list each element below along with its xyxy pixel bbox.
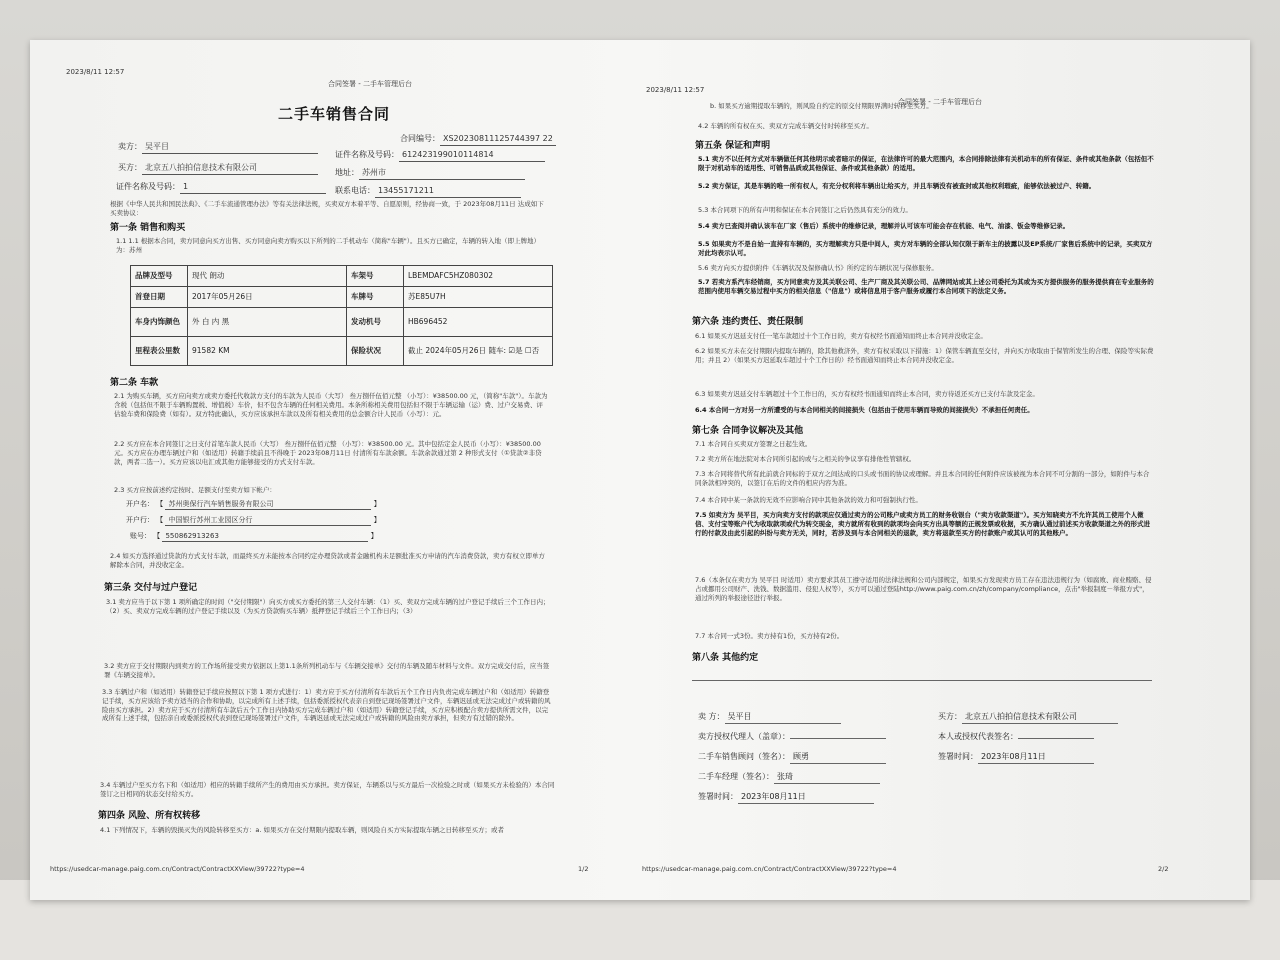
clause-2-3: 2.3 买方应按前述约定按时、足额支付至卖方如下帐户： (114, 486, 276, 494)
contract-sheet (30, 40, 1250, 900)
section-6-title: 第六条 违约责任、责任限制 (692, 317, 804, 327)
header-title: 合同签署 - 二手车管理后台 (898, 98, 982, 106)
header-title: 合同签署 - 二手车管理后台 (328, 80, 412, 88)
account-no: 550862913263 (162, 532, 368, 542)
clause-4-1: 4.1 下列情况下，车辆的毁损灭失的风险转移至买方：a. 如果买方在交付期限内提取车辆，则风险自买方实际提取车辆之日转移至买方；或者 (100, 826, 505, 834)
vehicle-key: 里程表公里数 (131, 337, 188, 366)
buyer-label: 买方： (118, 163, 142, 172)
clause-6-2: 6.2 如果买方未在交付期限内提取车辆的，除其他救济外，卖方有权采取以下措施：1）保管车辆直至交付，并向买方收取由于保管所发生的合理、保险等实际费用；并且 2）（如果买方迟延取车超过十个工作日的）经书面通知而终止本合同并没收定金。 (695, 347, 1154, 364)
clause-2-4: 2.4 如买方选择通过贷款的方式支付车款，而最终买方未能按本合同约定办理贷款或者金融机构未足额批准买方申请的汽车消费贷款，卖方有权立即单方解除本合同，并没收定金。 (110, 552, 545, 569)
clause-7-3: 7.3 本合同将替代所有此前就合同标的于双方之间达成的口头或书面的协议或理解。并且本合同的任何附件应该被视为本合同不可分割的一部分，如附件与本合同条款相冲突的，以签订在后的文件的相应内容为准。 (695, 470, 1150, 487)
clause-7-6: 7.6（本条仅在卖方为 吴平目 时适用）卖方要求其员工遵守适用的法律法规和公司内部规定，如果买方发现卖方员工存在违法违规行为（如腐败、商业贿赂、侵占或挪用公司财产、洗钱、数据滥用、侵犯人权等），买方可以通过登陆http://www.paig.com.cn/zh/company/compliance，点击"举报制度－举报方式"，通过所列的举报途径进行举报。 (695, 576, 1152, 602)
cert-label: 证件名称及号码： (116, 182, 180, 191)
clause-7-5: 7.5 如卖方为 吴平目，买方向卖方支付的款项应仅通过卖方的公司账户或卖方员工的财务收银台（"卖方收款渠道"）。买方知晓卖方不允许其员工使用个人微信、支付宝等账户代为收取款项或代为转交现金，卖方就所有收到的款项均会向买方出具等额的正规发票或收据，买方确认通过前述买方收款渠道之外的形式进行的付款及由此引起的纠纷与卖方无关，同时，若涉及到与本合同相关的退款，卖方将退款至买方的付款账户或其认可的其他账户。 (695, 511, 1150, 537)
address: 苏州市 (359, 168, 525, 180)
clause-7-1: 7.1 本合同自买卖双方签署之日起生效。 (695, 440, 812, 448)
seller-sign: 吴平目 (725, 712, 841, 724)
vehicle-key: 发动机号 (347, 308, 404, 337)
vehicle-key: 车身内饰颜色 (131, 308, 188, 337)
vehicle-key: 品牌及型号 (131, 266, 188, 287)
section-1-title: 第一条 销售和购买 (110, 223, 186, 233)
buyer-rep (1018, 738, 1094, 739)
vehicle-key: 车架号 (347, 266, 404, 287)
clause-3-4: 3.4 车辆过户至买方名下和（如适用）相应的转籍手续所产生的费用由买方承担。卖方保证，车辆系以与买方最后一次检验之时或（如果买方未检验的）本合同签订之日相同的状态交付给买方。 (100, 781, 555, 798)
clause-7-4: 7.4 本合同中某一条款的无效不应影响合同中其他条款的效力和可强制执行性。 (695, 496, 922, 504)
section-2-title: 第二条 车款 (110, 378, 159, 388)
seller-date-label: 签署时间： (698, 792, 738, 801)
account-bank: 中国银行苏州工业园区分行 (165, 516, 371, 526)
section-5-title: 第五条 保证和声明 (695, 141, 771, 151)
buyer-name: 北京五八拍拍信息技术有限公司 (142, 163, 318, 175)
page-url[interactable]: https://usedcar-manage.paig.com.cn/Contract/ContractXXView/39722?type=4 (50, 865, 305, 873)
clause-2-2: 2.2 买方应在本合同签订之日支付首笔车款人民币（大写） 叁万捌仟伍佰元整 （小写）：¥38500.00 元。其中包括定金人民币（小写）：¥38500.00 元。买方应在办理车辆过户和（如适用）转籍手续前且不得晚于 2023年08月11日 付清所有车款余额。车款余款通过第 2 种形式支付（①贷款②非贷款，两者二选一）。买方应该以电汇或其他方能够接受的方式支付车款。 (114, 440, 542, 466)
phone-label: 联系电话： (335, 186, 375, 195)
buyer-sign: 北京五八拍拍信息技术有限公司 (962, 712, 1118, 724)
account-name: 苏州奥保行汽车销售服务有限公司 (165, 500, 371, 510)
print-time: 2023/8/11 12:57 (646, 86, 705, 94)
page-number: 1/2 (578, 865, 589, 873)
account-no-label: 账号： (130, 532, 151, 540)
vehicle-value: 91582 KM (188, 337, 347, 366)
contract-page-2 (640, 40, 1250, 900)
clause-5-3: 5.3 本合同项下的所有声明和保证在本合同签订之后仍然具有充分的效力。 (698, 206, 912, 214)
buyer-date-label: 签署时间： (938, 752, 978, 761)
clause-3-3: 3.3 车辆过户和（如适用）转籍登记手续应按照以下第 1 项方式进行：1）卖方应于买方付清所有车款后五个工作日内负责完成车辆过户和（如适用）转籍登记手续，买方应该给予卖方适当的合作和协助，以完成所有上述手续，包括委派授权代表亲自到登记现场签署过户文件，车辆迟延或无法完成过户或转籍的风险由买方承担。2）卖方应于买方付清所有车款后五个工作日内协助买方完成车辆过户和（如适用）转籍登记手续，买方应积极配合卖方提供所需文件，以完成所有上述手续，包括亲自或委派授权代表到登记现场签署过户文件，车辆迟延或无法完成过户或转籍的风险由卖方承担，但卖方有过错的除外。 (102, 688, 551, 723)
clause-3-1: 3.1 卖方应当于以下第 1 项所确定的时间（"交付期限"）向买方或买方委托的第三人交付车辆：（1）买、卖双方完成车辆的过户登记手续后三个工作日内；（2）买、卖双方完成车辆的过户登记手续以及（为买方贷款购买车辆）抵押登记手续后三个工作日内；（3） (106, 598, 550, 615)
seller-date: 2023年08月11日 (738, 792, 874, 804)
clause-4-2: 4.2 车辆的所有权在买、卖双方完成车辆交付时转移至买方。 (698, 122, 873, 130)
phone: 13455171211 (375, 186, 521, 198)
vehicle-value: 现代 朗动 (188, 266, 347, 287)
clause-6-4: 6.4 本合同一方对另一方所遭受的与本合同相关的间接损失（包括由于使用车辆而导致的间接损失）不承担任何责任。 (695, 406, 1034, 414)
vehicle-value: HB696452 (404, 308, 553, 337)
manager-sign: 张琦 (774, 772, 880, 784)
clause-7-7: 7.7 本合同一式3份。卖方持有1份，买方持有2份。 (695, 632, 844, 640)
clause-5-4: 5.4 卖方已查阅并确认该车在厂家（售后）系统中的维修记录，理解并认可该车可能会存在机能、电气、油漆、钣金等维修记录。 (698, 222, 1070, 230)
seller-label: 卖方： (118, 142, 142, 151)
other-terms-line (692, 680, 1152, 681)
seller-id: 612423199010114814 (399, 150, 545, 162)
seller-name: 吴平目 (142, 142, 318, 154)
section-8-title: 第八条 其他约定 (692, 653, 759, 663)
account-name-label: 开户名： (126, 500, 154, 508)
clause-2-1: 2.1 为购买车辆，买方应向卖方或卖方委托代收款方支付的车款为人民币（大写） 叁万捌仟伍佰元整 （小写）：¥38500.00 元，（简称"车款"）。车款为含税（包括但不限于车辆购置税、增值税）车价，但不包含车辆的任何相关费用。本条所称相关费用包括但不限于车辆运输（运）费、过户交易费、评估验车费和保险费（如有）。双方特此确认，买方应该承担车款以及所有相关费用的总金额合计人民币（小写）：元。 (114, 392, 548, 418)
clause-3-2: 3.2 卖方应于交付期限内到卖方的工作场所接受卖方依据以上第1.1条所列机动车与《车辆交接单》交付的车辆及随车材料与文件。双方完成交付后，应当签署《车辆交接单》。 (104, 662, 550, 679)
clause-7-2: 7.2 卖方所在地法院对本合同所引起的或与之相关的争议享有排他性管辖权。 (695, 455, 916, 463)
vehicle-key: 车牌号 (347, 287, 404, 308)
clause-6-1: 6.1 如果买方迟延支付任一笔车款超过十个工作日的，卖方有权经书面通知而终止本合同并没收定金。 (695, 332, 987, 340)
vehicle-value: 苏E85U7H (404, 287, 553, 308)
address-label: 地址： (335, 168, 359, 177)
clause-4-1-b: b. 如果买方逾期提取车辆的，则风险自约定的原交付期限界满时转移至买方。 (710, 102, 933, 110)
vehicle-value: LBEMDAFC5HZ080302 (404, 266, 553, 287)
section-3-title: 第三条 交付与过户登记 (104, 583, 198, 593)
vehicle-table (130, 265, 553, 366)
advisor-sign-label: 二手车销售顾问（签名）： (698, 752, 790, 761)
print-time: 2023/8/11 12:57 (66, 68, 125, 76)
intro-text: 根据《中华人民共和国民法典》、《二手车流通管理办法》等有关法律法规，买卖双方本着平等、自愿原则，经协商一致，于 2023年08月11日 达成如下买卖协议： (110, 200, 544, 217)
section-7-title: 第七条 合同争议解决及其他 (692, 426, 804, 436)
vehicle-key: 保险状况 (347, 337, 404, 366)
contract-title: 二手车销售合同 (278, 105, 391, 123)
seller-sign-label: 卖 方： (698, 712, 725, 721)
vehicle-value: 截止 2024年05月26日 随车: ☑是 ☐否 (404, 337, 553, 366)
account-bank-label: 开户行： (126, 516, 154, 524)
contract-no: XS20230811125744397 22 (440, 134, 556, 146)
contract-page-1: 2023/8/11 12:57 合同签署 - 二手车管理后台 二手车销售合同 合同编号： XS20230811125744397 22 卖方： 吴平目 证件名称及号码： 612423199010114814 买方： 北京五八拍拍信息技术有限公司 地址： 苏州市 证件名称及号码： 1 联系电话： 13455171211 根据《中华人民共和国民法典》、《二手车流通管理办法》等有关法律法规，买卖双方本着平等、自愿原则，经协商一致，于 2023年08月11日 达成如下买卖协议： 第一条 销售和购买 1.1 1.1 根据本合同，卖方同意向买方出售、买方同意向卖方购买以下所列的二手机动车（简称"车辆"）。且买方已确定，车辆的转入地（即上牌地）为：苏州 品牌及型号 现代 朗动 车架号 LBEMDAFC5HZ080302 首登日期 2017年05月26日 车牌号 苏E85U7H 车身内饰颜色 外 白 内 黑 发动机号 HB696452 里程表公里数 91582 KM 保险状况 截止 2024年05月26日 随车: ☑是 ☐否 第二条 车款 2.1 为购买车辆，买方应向卖方或卖方委托代收款方支付的车款为人民币（大写） 叁万捌仟伍佰元整 （小写）：¥38500.00 元，（简称"车款"）。车款为含税（包括但不限于车辆购置税、增值税）车价，但不包含车辆的任何相关费用。本条所称相关费用包括但不限于车辆运输（运）费、过户交易费、评估验车费和保险费（如有）。双方特此确认，买方应该承担车款以及所有相关费用的总金额合计人民币（小写）：元。 2.2 买方应在本合同签订之日支付首笔车款人民币（大写） 叁万捌仟伍佰元整 （小写）：¥38500.00 元。其中包括定金人民币（小写）：¥38500.00 元。买方应在办理车辆过户和（如适用）转籍手续前且不得晚于 2023年08月11日 付清所有车款余额。车款余款通过第 2 种形式支付（①贷款②非贷款，两者二选一）。买方应该以电汇或其他方能够接受的方式支付车款。 2.3 买方应按前述约定按时、足额支付至卖方如下帐户： 开户名： 【 苏州奥保行汽车销售服务有限公司 】 开户行： 【 中国银行苏州工业园区分行 】 账号： 【 550862913263 】 2.4 如买方选择通过贷款的方式支付车款，而最终买方未能按本合同约定办理贷款或者金融机构未足额批准买方申请的汽车消费贷款，卖方有权立即单方解除本合同，并没收定金。 第三条 交付与过户登记 3.1 卖方应当于以下第 1 项所确定的时间（"交付期限"）向买方或买方委托的第三人交付车辆：（1）买、卖双方完成车辆的过户登记手续后三个工作日内；（2）买、卖双方完成车辆的过户登记手续以及（为买方贷款购买车辆）抵押登记手续后三个工作日内；（3） 3.2 卖方应于交付期限内到卖方的工作场所接受卖方依据以上第1.1条所列机动车与《车辆交接单》交付的车辆及随车材料与文件。双方完成交付后，应当签署《车辆交接单》。 3.3 车辆过户和（如适用）转籍登记手续应按照以下第 1 项方式进行：1）卖方应于买方付清所有车款后五个工作日内负责完成车辆过户和（如适用）转籍登记手续，买方应该给予卖方适当的合作和协助，以完成所有上述手续，包括委派授权代表亲自到登记现场签署过户文件，车辆迟延或无法完成过户或转籍的风险由买方承担。2）卖方应于买方付清所有车款后五个工作日内协助买方完成车辆过户和（如适用）转籍登记手续，买方应积极配合卖方提供所需文件，以完成所有上述手续，包括亲自或委派授权代表到登记现场签署过户文件，车辆迟延或无法完成过户或转籍的风险由卖方承担，但卖方有过错的除外。 3.4 车辆过户至买方名下和（如适用）相应的转籍手续所产生的费用由买方承担。卖方保证，车辆系以与买方最后一次检验之时或（如果买方未检验的）本合同签订之日相同的状态交付给买方。 第四条 风险、所有权转移 4.1 下列情况下，车辆的毁损灭失的风险转移至买方：a. 如果买方在交付期限内提取车辆，则风险自买方实际提取车辆之日转移至买方；或者 https://usedcar-manage.paig.com.cn/Contract/ContractXXView/39722?type=4 1/2 (50, 68, 589, 873)
clause-5-6: 5.6 卖方向买方提供附件《车辆状况及保修确认书》所约定的车辆状况与保修服务。 (698, 264, 938, 272)
vehicle-key: 首登日期 (131, 287, 188, 308)
section-4-title: 第四条 风险、所有权转移 (98, 811, 201, 821)
agent-sign (790, 738, 886, 739)
clause-6-3: 6.3 如果卖方迟延交付车辆超过十个工作日的，买方有权经书面通知而终止本合同，卖方待返还买方已支付车款及定金。 (695, 390, 1039, 398)
seller-id-label: 证件名称及号码： (335, 150, 399, 159)
vehicle-value: 外 白 内 黑 (188, 308, 347, 337)
clause-1-1: 1.1 1.1 根据本合同，卖方同意向买方出售、买方同意向卖方购买以下所列的二手机动车（简称"车辆"）。且买方已确定，车辆的转入地（即上牌地）为：苏州 (116, 237, 541, 254)
clause-5-1: 5.1 卖方不以任何方式对车辆做任何其他明示或者暗示的保证，在法律许可的最大范围内，本合同排除法律有关机动车的所有保证、条件或其他条款（包括但不限于对机动车的适用性、可销售品质或其他保证、条件或其他条款）的适用。 (698, 155, 1154, 172)
manager-sign-label: 二手车经理（签名）： (698, 772, 774, 781)
cert-value: 1 (180, 182, 326, 194)
clause-5-5: 5.5 如果卖方不是自始一直持有车辆的，买方理解卖方只是中间人，卖方对车辆的全部认知仅限于新车主的披露以及EP系统/厂家售后系统中的记录，买卖双方对此均表示认可。 (698, 240, 1153, 257)
vehicle-value: 2017年05月26日 (188, 287, 347, 308)
advisor-sign: 顾勇 (790, 752, 886, 764)
page-number: 2/2 (1158, 865, 1169, 873)
page-url[interactable]: https://usedcar-manage.paig.com.cn/Contract/ContractXXView/39722?type=4 (642, 865, 897, 873)
clause-5-7: 5.7 若卖方系汽车经销商，买方同意卖方及其关联公司、生产厂商及其关联公司、品牌网站或其上述公司委托为其或为买方提供服务的服务提供商在专业服务的范围内使用车辆交易过程中买方的相关信息（"信息"）或将信息用于客户服务或履行本合同项下的法定义务。 (698, 278, 1154, 295)
buyer-date: 2023年08月11日 (978, 752, 1094, 764)
agent-sign-label: 卖方授权代理人（盖章）： (698, 732, 790, 741)
clause-5-2: 5.2 卖方保证，其是车辆的唯一所有权人，有充分权利将车辆出让给买方，并且车辆没有被查封或其他权利瑕疵，能够依法被过户、转籍。 (698, 182, 1096, 190)
contract-no-label: 合同编号： (400, 134, 440, 143)
buyer-rep-label: 本人或授权代表签名： (938, 732, 1018, 741)
buyer-sign-label: 买方： (938, 712, 962, 721)
